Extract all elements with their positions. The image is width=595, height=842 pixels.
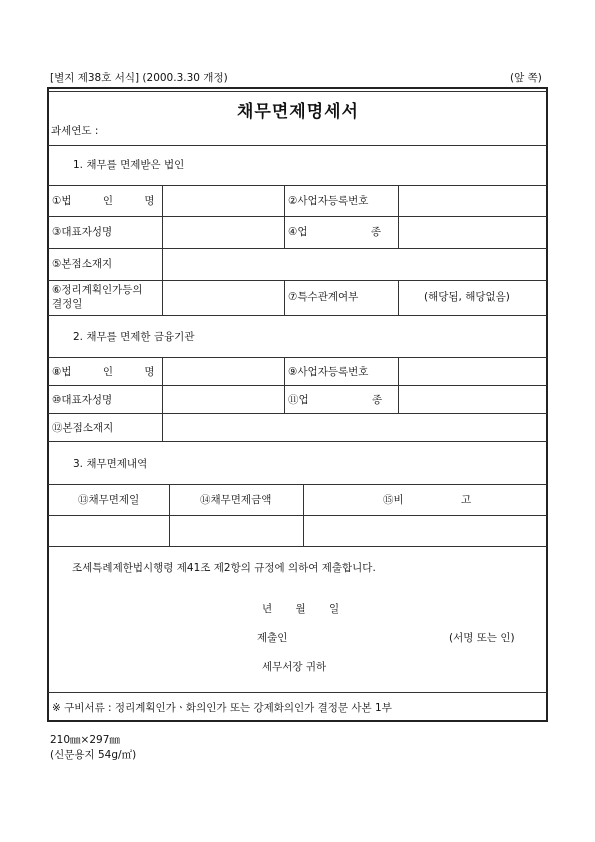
divider [284,357,285,413]
divider [284,280,285,315]
divider [48,185,547,186]
attachments-note: ※ 구비서류 : 정리계획인가ㆍ화의인가 또는 강제화의인가 결정문 사본 1부 [52,702,392,714]
divider [48,441,547,442]
special-relation-options: (해당됨, 해당없음) [424,291,510,303]
form-title: 채무면제명세서 [237,102,359,122]
divider [162,185,163,315]
exemption-amount-header: ⑭채무면제금액 [200,494,272,506]
tax-year-label: 과세연도 : [51,125,99,137]
section2-heading: 2. 채무를 면제한 금융기관 [73,331,195,343]
divider [48,91,547,92]
addressee: 세무서장 귀하 [262,661,327,673]
divider [169,484,170,546]
rep-name-label: ⑩대표자성명 [52,394,113,406]
biz-reg-no-label: ②사업자등록번호 [288,195,369,207]
divider [48,280,547,281]
rep-name-label: ③대표자성명 [52,226,113,238]
divider [398,185,399,248]
divider [162,357,163,441]
divider [48,216,547,217]
corp-name-label: ⑧법 인 명 [52,366,155,378]
divider [48,692,547,693]
biz-reg-no-label: ⑨사업자등록번호 [288,366,369,378]
divider [48,145,547,146]
paper-size: 210㎜×297㎜ [50,734,120,746]
divider [48,315,547,316]
remarks-header: ⑮비 고 [383,494,472,506]
declaration-text: 조세특례제한법시행령 제41조 제2항의 규정에 의하여 제출합니다. [72,562,376,574]
business-type-label: ⑪업 종 [288,394,383,406]
divider [48,385,547,386]
divider [48,357,547,358]
divider [48,413,547,414]
submitter-label: 제출인 [257,632,288,644]
divider [398,357,399,413]
paper-type: (신문용지 54g/㎡) [50,749,137,761]
exemption-date-header: ⑬채무면제일 [78,494,140,506]
special-relation-label: ⑦특수관계여부 [288,291,359,303]
date-line: 년 월 일 [262,603,340,615]
divider [48,484,547,485]
divider [398,280,399,315]
divider [284,185,285,248]
head-office-label: ⑫본점소재지 [52,422,114,434]
decision-date-label-2: 결정일 [52,298,83,310]
section1-heading: 1. 채무를 면제받은 법인 [73,159,185,171]
form-reference: [별지 제38호 서식] (2000.3.30 개정) [50,72,228,84]
divider [48,248,547,249]
page-side-label: (앞 쪽) [510,72,542,84]
divider [303,484,304,546]
signature-label: (서명 또는 인) [449,632,515,644]
business-type-label: ④업 종 [288,226,382,238]
divider [48,546,547,547]
decision-date-label: ⑥정리계획인가등의 [52,284,143,296]
section3-heading: 3. 채무면제내역 [73,458,148,470]
head-office-label: ⑤본점소재지 [52,258,113,270]
divider [48,515,547,516]
corp-name-label: ①법 인 명 [52,195,155,207]
